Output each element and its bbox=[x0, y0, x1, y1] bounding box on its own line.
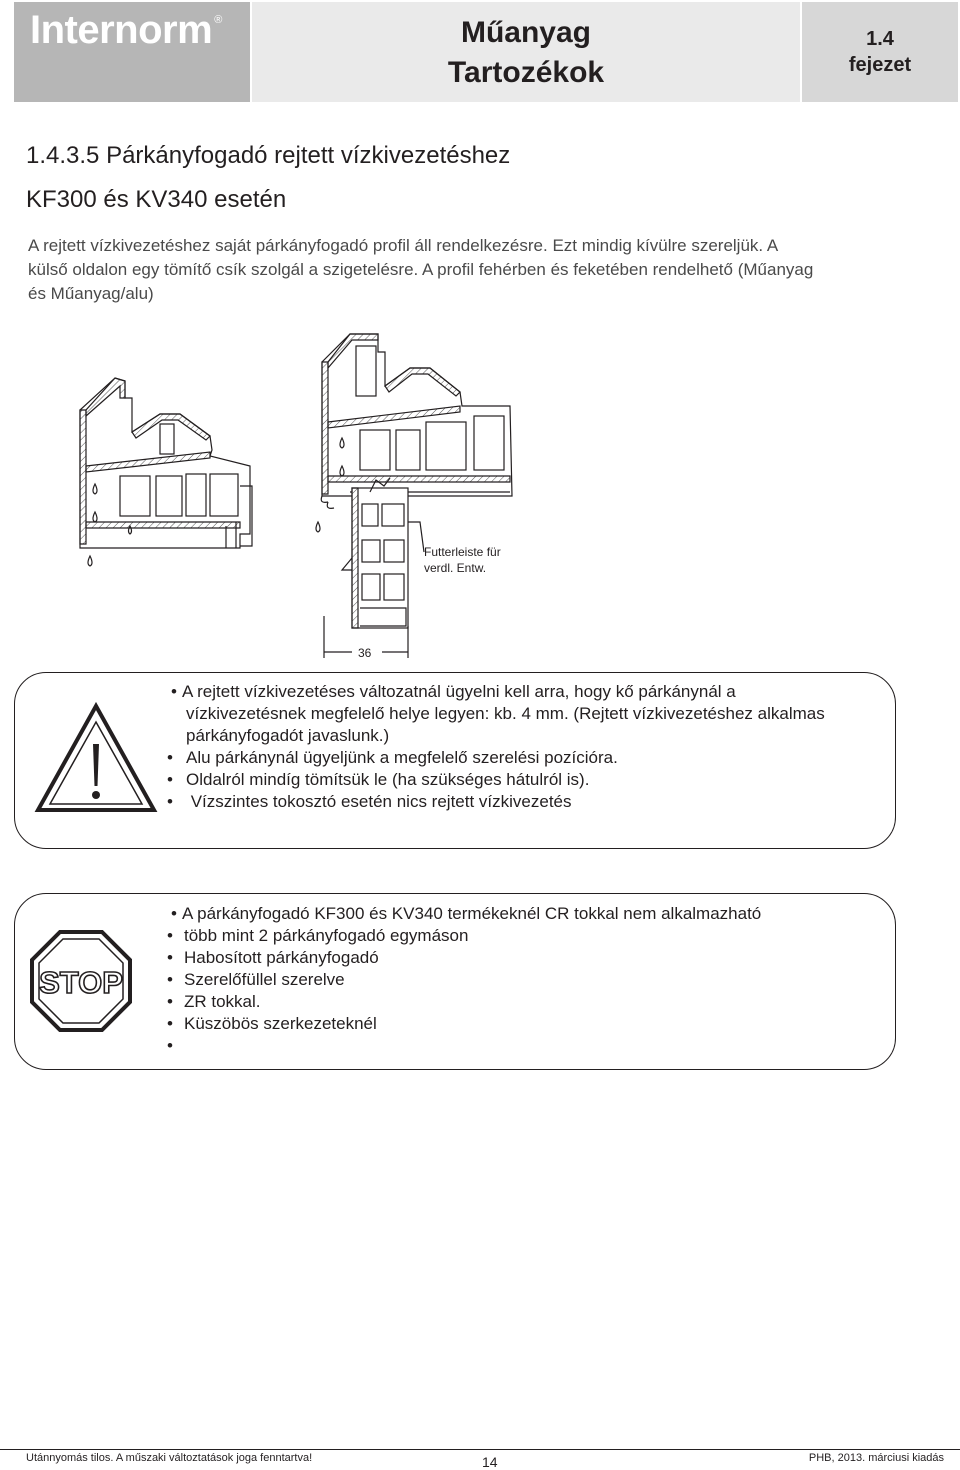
header-title-panel bbox=[252, 2, 800, 102]
warning-item: vízkivezetésnek megfelelő helye legyen: kb. 4 mm. (Rejtett vízkivezetéshez alkalmas bbox=[186, 704, 825, 723]
bullet-dot: • bbox=[167, 770, 173, 789]
header-title-line1: Műanyag bbox=[460, 16, 592, 49]
intro-line: külső oldalon egy tömítő csík szolgál a szigetelésre. A profil fehérben és feketében rendelhető (Műanyag bbox=[28, 260, 814, 279]
left-window-profile bbox=[80, 378, 252, 566]
warning-item: A rejtett vízkivezetéses változatnál ügyelni kell arra, hogy kő párkánynál a bbox=[182, 682, 736, 701]
page-number: 14 bbox=[482, 1454, 498, 1470]
chapter-label: fejezet bbox=[848, 54, 912, 76]
footer-rule bbox=[0, 1449, 960, 1450]
warning-item: Oldalról mindíg tömítsük le (ha szükséges hátulról is). bbox=[186, 770, 590, 789]
bullet-dot: • bbox=[167, 748, 173, 767]
drawing-label-line1: Futterleiste für bbox=[424, 545, 501, 559]
bullet-dot: • bbox=[167, 992, 173, 1011]
warning-item: Alu párkánynál ügyeljünk a megfelelő szerelési pozícióra. bbox=[186, 748, 618, 767]
bullet-dot: • bbox=[167, 1014, 173, 1033]
stop-sign-text: STOP bbox=[39, 965, 123, 1000]
drawing-label-line2: verdl. Entw. bbox=[424, 561, 487, 575]
header-chapter-panel bbox=[802, 2, 958, 102]
intro-line: és Műanyag/alu) bbox=[28, 284, 154, 303]
section-subtitle: KF300 és KV340 esetén bbox=[26, 186, 287, 213]
header-logo-panel bbox=[14, 2, 250, 102]
stop-item: több mint 2 párkányfogadó egymáson bbox=[184, 926, 469, 945]
bullet-dot: • bbox=[167, 792, 173, 811]
brand-logo: Internorm ® bbox=[30, 8, 222, 52]
sill-receiver-profile bbox=[324, 478, 424, 658]
stop-item: A párkányfogadó KF300 és KV340 termékeknél CR tokkal nem alkalmazható bbox=[182, 904, 762, 923]
bullet-dot: • bbox=[171, 904, 177, 923]
stop-item: ZR tokkal. bbox=[184, 992, 261, 1011]
bullet-dot: • bbox=[167, 970, 173, 989]
footer-copyright: Utánnyomás tilos. A műszaki változtatások joga fenntartva! bbox=[26, 1452, 313, 1464]
bullet-dot: • bbox=[167, 926, 173, 945]
dimension-value: 36 bbox=[358, 646, 372, 660]
warning-item: Vízszintes tokosztó esetén nics rejtett vízkivezetés bbox=[186, 792, 572, 811]
intro-line: A rejtett vízkivezetéshez saját párkányfogadó profil áll rendelkezésre. Ezt mindig kívülre szereljük. A bbox=[28, 236, 779, 255]
warning-item: párkányfogadót javaslunk.) bbox=[186, 726, 390, 745]
header-title-line2: Tartozékok bbox=[447, 56, 605, 89]
bullet-dot: • bbox=[167, 948, 173, 967]
footer-edition: PHB, 2013. márciusi kiadás bbox=[808, 1452, 944, 1464]
intro-paragraph bbox=[28, 234, 898, 306]
right-window-profile bbox=[316, 334, 512, 532]
stop-item: Küszöbös szerkezeteknél bbox=[184, 1014, 377, 1033]
chapter-number: 1.4 bbox=[866, 28, 894, 50]
bullet-dot: • bbox=[171, 682, 177, 701]
stop-sign-icon bbox=[30, 930, 132, 1032]
profile-cross-section-drawing bbox=[60, 326, 540, 666]
stop-item: Szerelőfüllel szerelve bbox=[184, 970, 345, 989]
warning-triangle-icon bbox=[34, 702, 158, 814]
bullet-dot: • bbox=[167, 1036, 173, 1055]
section-title: 1.4.3.5 Párkányfogadó rejtett vízkivezetéshez bbox=[26, 142, 511, 169]
stop-item: Habosított párkányfogadó bbox=[184, 948, 379, 967]
